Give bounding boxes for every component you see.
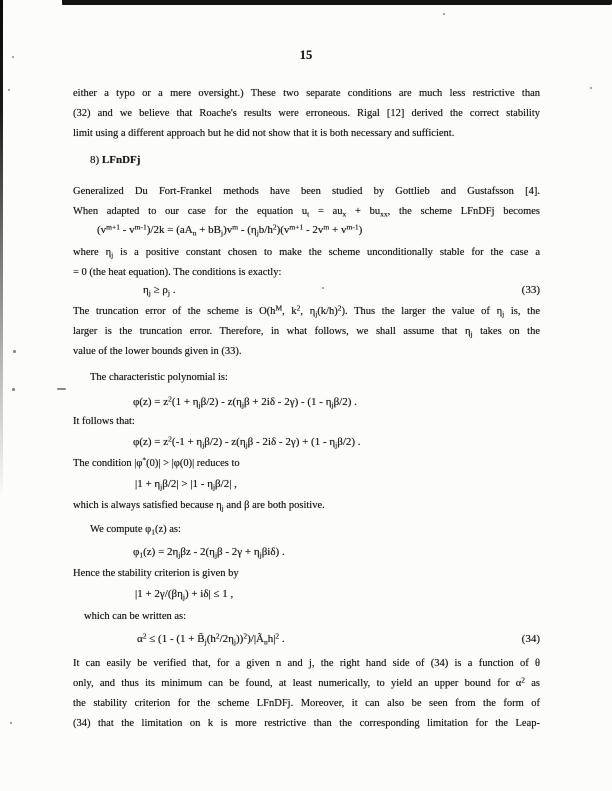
scan-speck — [12, 388, 15, 391]
text-line: (34) that the limitation on k is more restrictive than the corresponding limitation for the Leap- — [73, 718, 540, 729]
text-line: It can easily be verified that, for a given n and j, the right hand side of (34) is a function of θ — [73, 658, 540, 669]
line-written: which can be written as: — [84, 611, 187, 622]
line-hence: Hence the stability criterion is given by — [73, 568, 239, 579]
scan-speck — [10, 722, 12, 724]
text-line: (32) and we believe that Roache's results were erroneous. Rigal [12] derived the correct stability — [73, 108, 540, 119]
paragraph-final — [73, 654, 540, 734]
line-compute: We compute $\varphi_1(z)$ as: — [90, 524, 181, 537]
text-line: When adapted to our case for the equation $u_t = au_x + bu_{xx}$, the scheme LFnDFj becomes — [73, 206, 540, 219]
scan-speck — [443, 13, 445, 15]
text-line: only, and thus its minimum can be found, at least numerically, to yield an upper bound for $\alpha^2$ as — [73, 675, 540, 689]
equation-33: $\eta_j \ge \rho_j$ . — [143, 284, 176, 298]
equation-phi1: $\varphi_1(z) = 2\eta_j\beta z - 2(\eta_j\beta - 2\gamma + \eta_j\beta i\delta)$ . — [133, 546, 285, 560]
page-number: 15 — [299, 48, 313, 62]
paragraph-where — [73, 243, 540, 283]
text-line: larger is the truncation error. Therefore, in what follows, we shall assume that $\eta_j$ takes on the — [73, 326, 541, 339]
equation-34-row — [0, 629, 612, 649]
paragraph-intro — [73, 84, 540, 144]
scan-speck — [13, 350, 16, 353]
paragraph-generalized — [73, 182, 540, 222]
scan-edge-left — [0, 0, 3, 500]
line-satisfied: which is always satisfied because $\eta_j$ and β are both positive. — [73, 500, 325, 513]
equation-number-34: (34) — [521, 633, 540, 645]
text-line: limit using a different approach but he did not show that it is both necessary and sufficient. — [73, 128, 455, 139]
text-line: = 0 (the heat equation). The conditions is exactly: — [73, 267, 282, 278]
equation-phi: $\varphi(z) = z^2(1 + \eta_j\beta/2) - z(\eta_j\beta + 2i\delta - 2\gamma) - (1 - \eta_j\beta/2)$ . — [133, 394, 357, 410]
section-heading-lfndfj: 8) LFnDFj — [90, 154, 141, 166]
text-line: where $\eta_j$ is a positive constant chosen to make the scheme unconditionally stable for the case a — [73, 247, 540, 260]
text-line: either a typo or a mere oversight.) These two separate conditions are much less restrictive than — [73, 88, 540, 99]
scan-speck — [590, 87, 592, 89]
text-line: Generalized Du Fort-Frankel methods have been studied by Gottlieb and Gustafsson [4]. — [73, 186, 540, 197]
scan-speck — [57, 388, 66, 390]
line-characteristic: The characteristic polynomial is: — [90, 372, 228, 383]
paragraph-truncation — [73, 302, 540, 362]
line-condition: The condition |φ*(0)| > |φ(0)| reduces to — [73, 455, 240, 469]
text-line: The truncation error of the scheme is $O(h^M$, $k^2$, $\eta_j(k/h)^2$). Thus the larger the value of $\eta_j$ is, the — [73, 303, 540, 319]
equation-abs-inequality: $|1 + \eta_j\beta/2| > |1 - \eta_j\beta/2|$ , — [135, 478, 237, 492]
equation-34: $\alpha^2 \le (1 - (1$ + $B̃_j(h^2/2\eta_j))^2)/|Ã_nh|^2$ . — [137, 631, 285, 647]
scan-speck — [8, 89, 10, 91]
text-line: the stability criterion for the scheme LFnDFj. Moreover, it can also be seen from the form of — [73, 698, 540, 709]
equation-scheme: $(v^{m+1} - v^{m-1})/2k = (aA_n + bB_j)v^m - (\eta_jb/h^2)(v^{m+1} - 2v^m + v^{m-1})$ — [97, 222, 363, 238]
text-line: value of the lower bounds given in (33). — [73, 346, 242, 357]
line-follows: It follows that: — [73, 416, 135, 427]
equation-33-row — [0, 280, 612, 300]
equation-number-33: (33) — [521, 284, 540, 296]
scan-edge-top — [62, 0, 612, 5]
equation-phi-star: $\varphi(z) = z^2(-1 + \eta_j\beta/2) - z(\eta_j\beta - 2i\delta - 2\gamma) + (1 - \eta_j\beta/2)$ . — [133, 434, 361, 450]
equation-criterion: $|1 + 2\gamma/(\beta\eta_j) + i\delta| \le 1$ , — [135, 588, 234, 602]
